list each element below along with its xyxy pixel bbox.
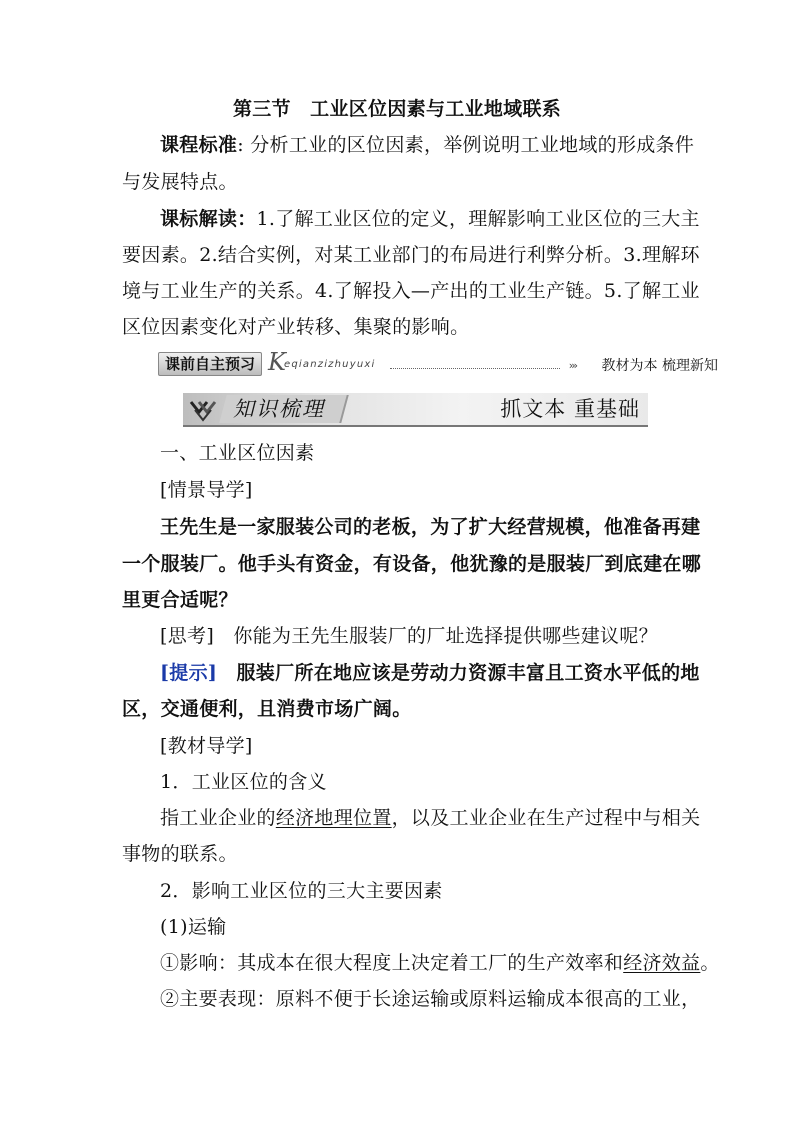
interpretation-line-3: 境与工业生产的关系。4.了解投入—产出的工业生产链。5.了解工业 [122, 280, 700, 302]
think-text: 你能为王先生服装厂的厂址选择提供哪些建议呢？ [233, 625, 658, 647]
item2-heading: 2．影响工业区位的三大主要因素 [160, 880, 443, 902]
standard-label: 课程标准 [160, 134, 238, 156]
hint-spacer [217, 662, 236, 684]
transport-effect-underlined-term: 经济效益 [623, 952, 701, 974]
interpretation-line-2: 要因素。2.结合实例，对某工业部门的布局进行利弊分析。3.理解环 [122, 244, 700, 266]
section-heading: 一、工业区位因素 [160, 442, 315, 464]
hint-line-2: 区，交通便利，且消费市场广阔。 [122, 698, 412, 720]
item1-text-b: ，以及工业企业在生产过程中与相关 [391, 807, 701, 829]
scene-label: [情景导学] [160, 479, 253, 501]
item1-line-1 [160, 805, 720, 831]
item1-underlined-term: 经济地理位置 [275, 807, 392, 829]
transport-effect-text: ①影响：其成本在很大程度上决定着工厂的生产效率和 [160, 952, 624, 974]
hint-label: [提示] [160, 662, 218, 684]
scene-line-1: 王先生是一家服装公司的老板，为了扩大经营规模，他准备再建 [160, 516, 701, 538]
preview-banner-k-letter: K [268, 348, 286, 376]
item1-line-2: 事物的联系。 [122, 843, 238, 865]
standard-colon: : [237, 134, 251, 156]
hint-text: 服装厂所在地应该是劳动力资源丰富且工资水平低的地 [236, 662, 700, 684]
double-chevron-icon [189, 396, 219, 422]
item1-text-a: 指工业企业的 [160, 807, 276, 829]
hint-line-1 [160, 660, 720, 686]
page-title: 第三节 工业区位因素与工业地域联系 [232, 98, 562, 120]
transport-effect [160, 950, 720, 976]
preview-banner-pinyin: eqianzizhuyuxi [284, 359, 376, 370]
interpretation-line-1 [160, 206, 720, 232]
scene-line-2: 一个服装厂。他手头有资金，有设备，他犹豫的是服装厂到底建在哪 [122, 553, 702, 575]
preview-banner-slogan: 教材为本 梳理新知 [601, 358, 718, 374]
interpretation-label: 课标解读： [160, 208, 257, 230]
transport-heading: (1)运输 [160, 916, 227, 938]
think-label: [思考] [160, 625, 215, 647]
knowledge-banner-slogan: 抓文本 重基础 [500, 397, 640, 421]
knowledge-banner-title: 知识梳理 [233, 397, 325, 421]
preview-banner-dotted-line [390, 368, 560, 369]
standard-line-1 [160, 132, 720, 158]
transport-main: ②主要表现：原料不便于长途运输或原料运输成本很高的工业， [160, 988, 701, 1010]
preview-banner [158, 348, 718, 376]
think-line [160, 623, 720, 649]
interpretation-text: 1.了解工业区位的定义，理解影响工业区位的三大主 [256, 208, 700, 230]
standard-text: 分析工业的区位因素，举例说明工业地域的形成条件 [250, 134, 695, 156]
item1-heading: 1．工业区位的含义 [160, 771, 327, 793]
preview-banner-arrows-icon: ››› [568, 359, 576, 372]
preview-banner-tag: 课前自主预习 [158, 352, 262, 376]
knowledge-banner [183, 393, 648, 427]
scene-line-3: 里更合适呢？ [122, 589, 238, 611]
textbook-label: [教材导学] [160, 735, 253, 757]
think-spacer [214, 625, 233, 647]
standard-line-2: 与发展特点。 [122, 171, 238, 193]
interpretation-line-4: 区位因素变化对产业转移、集聚的影响。 [122, 316, 470, 338]
transport-effect-end: 。 [700, 952, 720, 974]
